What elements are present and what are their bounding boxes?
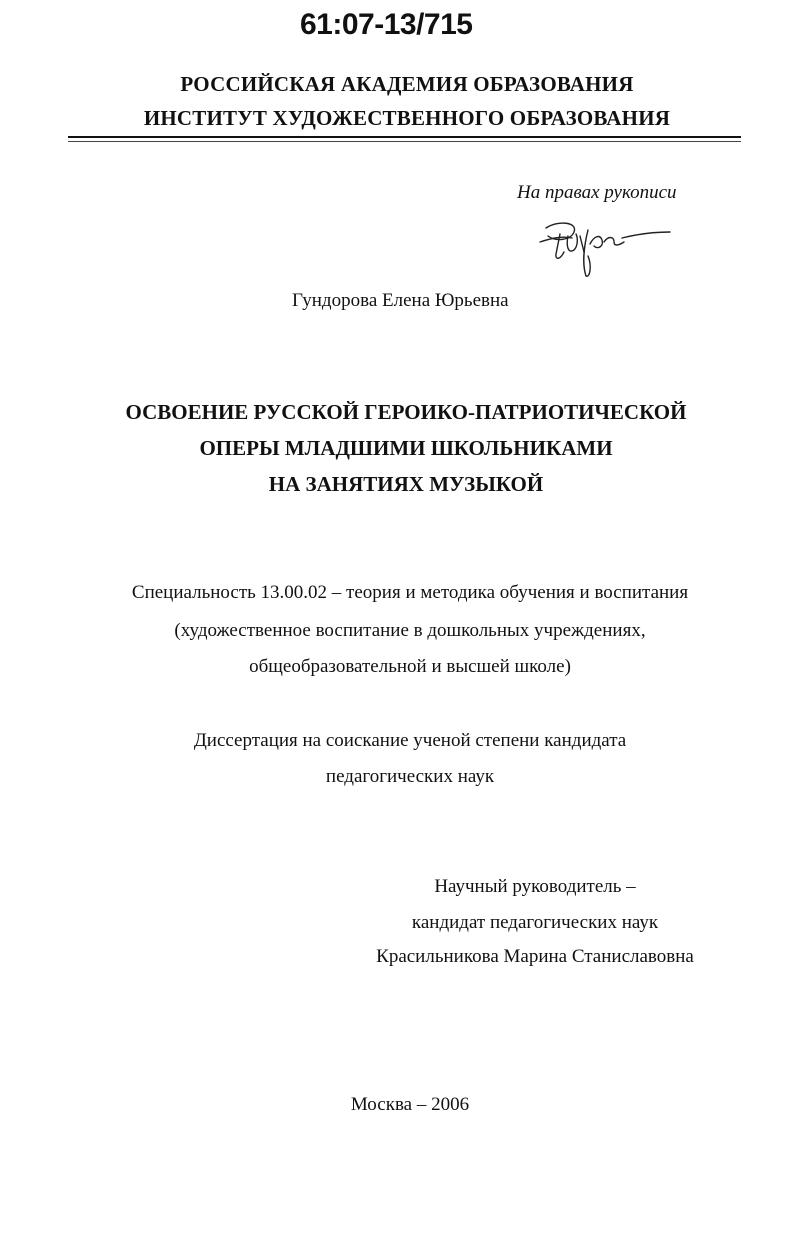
handwritten-signature — [538, 216, 673, 280]
city-year: Москва – 2006 — [350, 1094, 470, 1115]
dissertation-title-line: ОПЕРЫ МЛАДШИМИ ШКОЛЬНИКАМИ — [199, 436, 613, 460]
degree-statement-line: педагогических наук — [325, 766, 495, 787]
header-divider-thin — [68, 141, 741, 142]
specialty-line: (художественное воспитание в дошкольных учреждениях, — [174, 620, 646, 641]
institute-name: ИНСТИТУТ ХУДОЖЕСТВЕННОГО ОБРАЗОВАНИЯ — [143, 106, 671, 130]
header-divider — [68, 136, 741, 138]
advisor-degree: кандидат педагогических наук — [411, 912, 659, 933]
author-name: Гундорова Елена Юрьевна — [292, 290, 509, 311]
dissertation-title-line: НА ЗАНЯТИЯХ МУЗЫКОЙ — [268, 472, 544, 496]
specialty-line: Специальность 13.00.02 – теория и методика обучения и воспитания — [131, 582, 689, 603]
dissertation-title-line: ОСВОЕНИЕ РУССКОЙ ГЕРОИКО-ПАТРИОТИЧЕСКОЙ — [125, 400, 687, 424]
advisor-name: Красильникова Марина Станиславовна — [376, 946, 694, 967]
advisor-role: Научный руководитель – — [434, 876, 636, 897]
degree-statement-line: Диссертация на соискание ученой степени кандидата — [193, 730, 627, 751]
organization-name: РОССИЙСКАЯ АКАДЕМИЯ ОБРАЗОВАНИЯ — [180, 72, 634, 96]
rights-note: На правах рукописи — [517, 182, 677, 203]
catalog-number: 61:07-13/715 — [300, 8, 473, 41]
specialty-line: общеобразовательной и высшей школе) — [249, 656, 571, 677]
